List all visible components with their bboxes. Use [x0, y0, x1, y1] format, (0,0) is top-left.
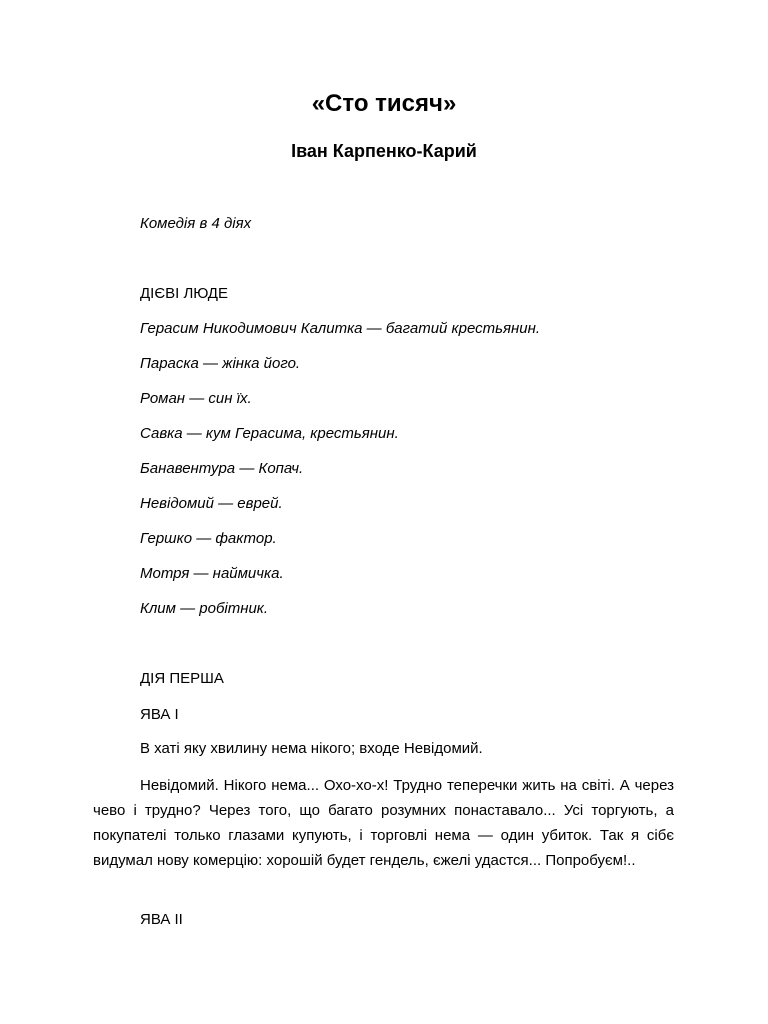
character-entry: Гершко — фактор. [140, 530, 277, 547]
character-entry: Мотря — наймичка. [140, 565, 284, 582]
stage-direction: В хаті яку хвилину нема нікого; входе Невідомий. [140, 740, 483, 757]
character-entry: Клим — робітник. [140, 600, 269, 617]
monologue-paragraph: Невідомий. Нікого нема... Охо-хо-х! Трудно теперечки жить на світі. А через чево і трудно? Через того, що багато розумних понаставало... Усі торгують, а покупателі только глазами купують, і торговлі нема — один убиток. Так я сібє видумал нову комерцію: хорошій будет гендель, єжелі удастся... Попробуєм!.. [93, 777, 674, 869]
play-subtitle: Комедія в 4 діях [140, 215, 252, 232]
character-entry: Невідомий — еврей. [140, 495, 283, 512]
document-author: Іван Карпенко-Карий [291, 141, 477, 161]
character-entry: Роман — син їх. [140, 390, 252, 407]
document-title: «Сто тисяч» [311, 90, 457, 117]
characters-heading: ДІЄВІ ЛЮДЕ [140, 285, 228, 302]
scene-heading: ЯВА II [140, 911, 183, 928]
character-entry: Банавентура — Копач. [140, 460, 304, 477]
character-entry: Герасим Никодимович Калитка — багатий крестьянин. [140, 320, 541, 337]
character-entry: Савка — кум Герасима, крестьянин. [140, 425, 399, 442]
act-heading: ДІЯ ПЕРША [140, 670, 224, 687]
character-entry: Параска — жінка його. [140, 355, 301, 372]
scene-heading: ЯВА І [140, 706, 179, 723]
